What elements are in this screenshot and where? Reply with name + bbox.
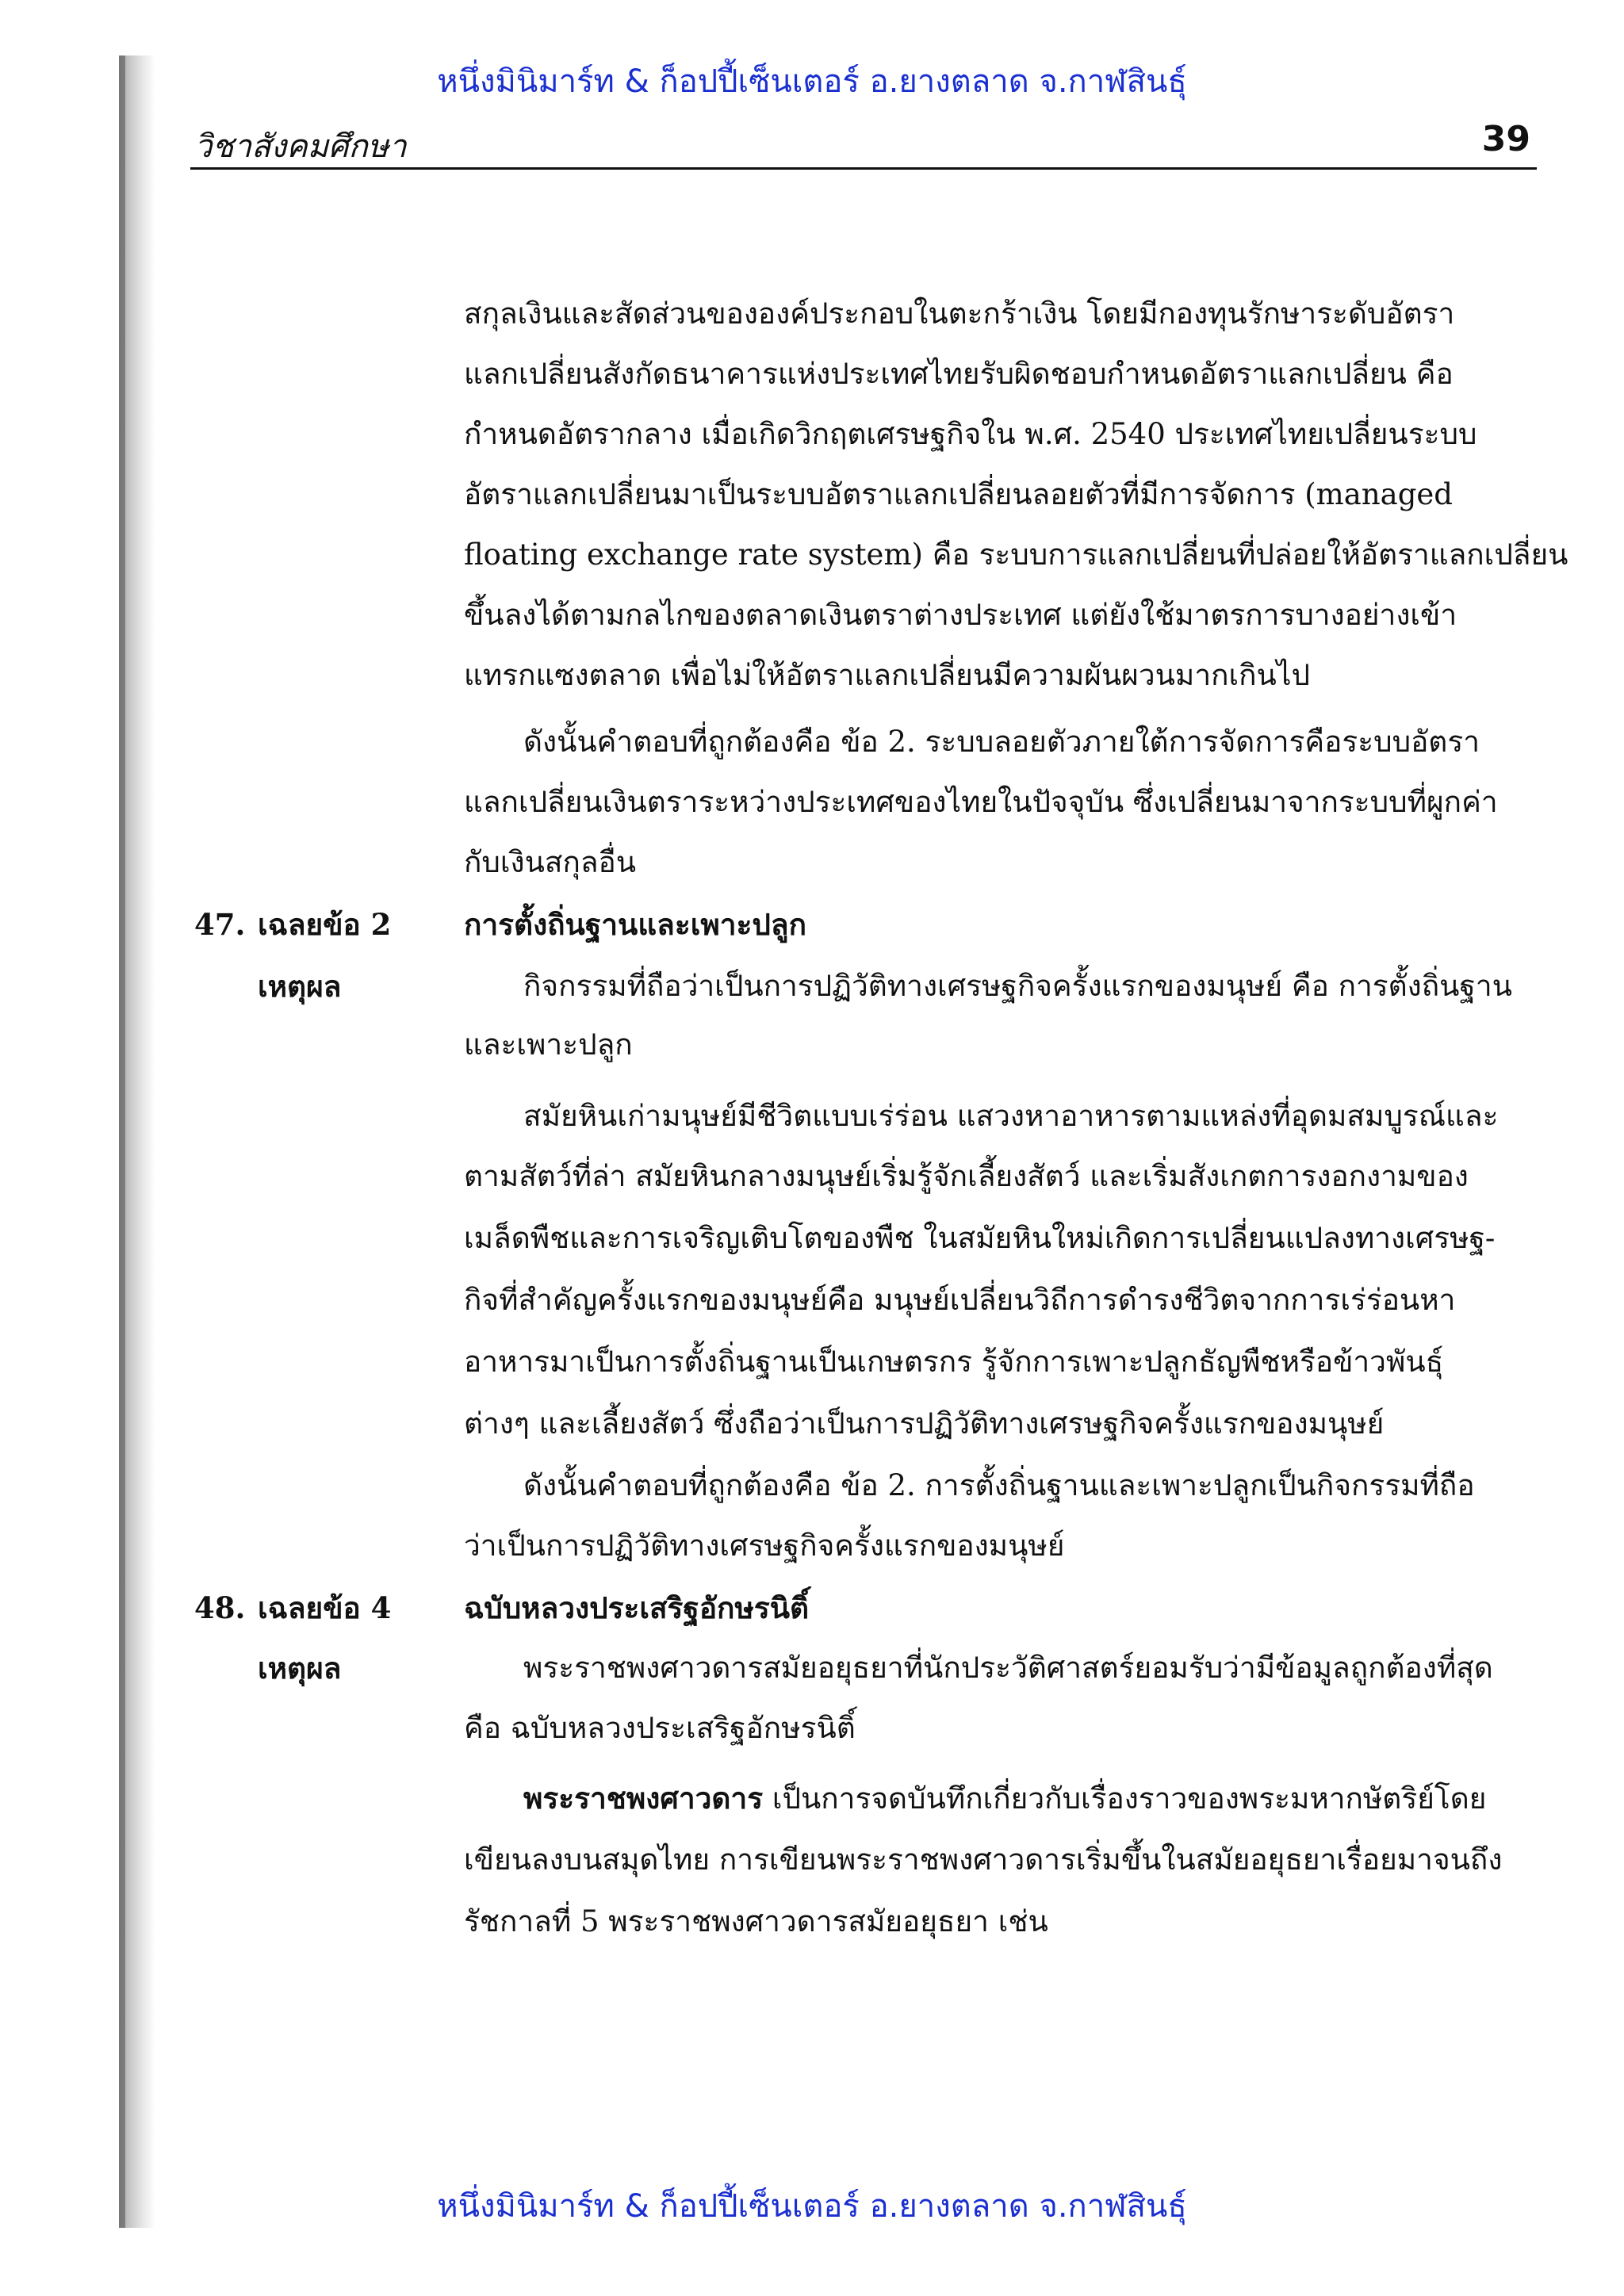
text-line: แลกเปลี่ยนเงินตราระหว่างประเทศของไทยในปัจจุบัน ซึ่งเปลี่ยนมาจากระบบที่ผูกค่า bbox=[464, 785, 1498, 819]
text-line: ว่าเป็นการปฏิวัติทางเศรษฐกิจครั้งแรกของมนุษย์ bbox=[464, 1529, 1065, 1563]
text-line: ตามสัตว์ที่ล่า สมัยหินกลางมนุษย์เริ่มรู้จักเลี้ยงสัตว์ และเริ่มสังเกตการงอกงามของ bbox=[464, 1159, 1469, 1193]
scan-binding-edge bbox=[119, 55, 125, 2228]
page-number: 39 bbox=[1481, 119, 1530, 159]
question-number: 47. bbox=[194, 907, 246, 942]
text-line: แลกเปลี่ยนสังกัดธนาคารแห่งประเทศไทยรับผิดชอบกำหนดอัตราแลกเปลี่ยน คือ bbox=[464, 357, 1454, 391]
text-line: แทรกแซงตลาด เพื่อไม่ให้อัตราแลกเปลี่ยนมีความผันผวนมากเกินไป bbox=[464, 658, 1310, 692]
text-line: floating exchange rate system) คือ ระบบการแลกเปลี่ยนที่ปล่อยให้อัตราแลกเปลี่ยน bbox=[464, 538, 1568, 572]
text-line: รัชกาลที่ 5 พระราชพงศาวดารสมัยอยุธยา เช่น bbox=[464, 1904, 1048, 1938]
text-line: กำหนดอัตรากลาง เมื่อเกิดวิกฤตเศรษฐกิจใน พ.ศ. 2540 ประเทศไทยเปลี่ยนระบบ bbox=[464, 417, 1477, 451]
top-banner: หนึ่งมินิมาร์ท & ก็อปปี้เซ็นเตอร์ อ.ยางตลาด จ.กาฬสินธุ์ bbox=[437, 63, 1187, 100]
text-line: สมัยหินเก่ามนุษย์มีชีวิตแบบเร่ร่อน แสวงหาอาหารตามแหล่งที่อุดมสมบูรณ์และ bbox=[523, 1099, 1499, 1133]
text-line: พระราชพงศาวดารสมัยอยุธยาที่นักประวัติศาสตร์ยอมรับว่ามีข้อมูลถูกต้องที่สุด bbox=[523, 1651, 1493, 1685]
running-header-subject: วิชาสังคมศึกษา bbox=[194, 128, 407, 165]
text-line: ดังนั้นคำตอบที่ถูกต้องคือ ข้อ 2. ระบบลอยตัวภายใต้การจัดการคือระบบอัตรา bbox=[523, 725, 1480, 759]
text-line-rest: เป็นการจดบันทึกเกี่ยวกับเรื่องราวของพระมหากษัตริย์โดย bbox=[763, 1781, 1487, 1816]
reason-label: เหตุผล bbox=[258, 969, 342, 1004]
answer-key: เฉลยข้อ 2 bbox=[258, 907, 392, 942]
text-line: คือ ฉบับหลวงประเสริฐอักษรนิติ์ bbox=[464, 1711, 856, 1745]
answer-topic: การตั้งถิ่นฐานและเพาะปลูก bbox=[464, 907, 806, 942]
text-line: กับเงินสกุลอื่น bbox=[464, 845, 637, 879]
bottom-banner: หนึ่งมินิมาร์ท & ก็อปปี้เซ็นเตอร์ อ.ยางตลาด จ.กาฬสินธุ์ bbox=[437, 2188, 1187, 2225]
text-line: เขียนลงบนสมุดไทย การเขียนพระราชพงศาวดารเริ่มขึ้นในสมัยอยุธยาเรื่อยมาจนถึง bbox=[464, 1843, 1503, 1877]
text-line bbox=[523, 1776, 1526, 1821]
answer-topic: ฉบับหลวงประเสริฐอักษรนิติ์ bbox=[464, 1590, 810, 1625]
text-line: ต่างๆ และเลี้ยงสัตว์ ซึ่งถือว่าเป็นการปฏิวัติทางเศรษฐกิจครั้งแรกของมนุษย์ bbox=[464, 1406, 1385, 1441]
text-line: กิจกรรมที่ถือว่าเป็นการปฏิวัติทางเศรษฐกิจครั้งแรกของมนุษย์ คือ การตั้งถิ่นฐาน bbox=[523, 969, 1512, 1003]
text-line: และเพาะปลูก bbox=[464, 1027, 633, 1062]
text-line: เมล็ดพืชและการเจริญเติบโตของพืช ในสมัยหินใหม่เกิดการเปลี่ยนแปลงทางเศรษฐ- bbox=[464, 1221, 1496, 1255]
header-rule bbox=[190, 167, 1537, 170]
text-line: ขึ้นลงได้ตามกลไกของตลาดเงินตราต่างประเทศ แต่ยังใช้มาตรการบางอย่างเข้า bbox=[464, 598, 1457, 632]
answer-key: เฉลยข้อ 4 bbox=[258, 1590, 392, 1625]
text-line: สกุลเงินและสัดส่วนขององค์ประกอบในตะกร้าเงิน โดยมีกองทุนรักษาระดับอัตรา bbox=[464, 297, 1455, 331]
bold-term: พระราชพงศาวดาร bbox=[523, 1781, 764, 1816]
text-line: กิจที่สำคัญครั้งแรกของมนุษย์คือ มนุษย์เปลี่ยนวิถีการดำรงชีวิตจากการเร่ร่อนหา bbox=[464, 1283, 1456, 1317]
question-number: 48. bbox=[194, 1590, 246, 1625]
reason-label: เหตุผล bbox=[258, 1651, 342, 1686]
text-line: อาหารมาเป็นการตั้งถิ่นฐานเป็นเกษตรกร รู้จักการเพาะปลูกธัญพืชหรือข้าวพันธุ์ bbox=[464, 1345, 1444, 1379]
text-line: ดังนั้นคำตอบที่ถูกต้องคือ ข้อ 2. การตั้งถิ่นฐานและเพาะปลูกเป็นกิจกรรมที่ถือ bbox=[523, 1468, 1475, 1502]
text-line: อัตราแลกเปลี่ยนมาเป็นระบบอัตราแลกเปลี่ยนลอยตัวที่มีการจัดการ (managed bbox=[464, 477, 1453, 511]
